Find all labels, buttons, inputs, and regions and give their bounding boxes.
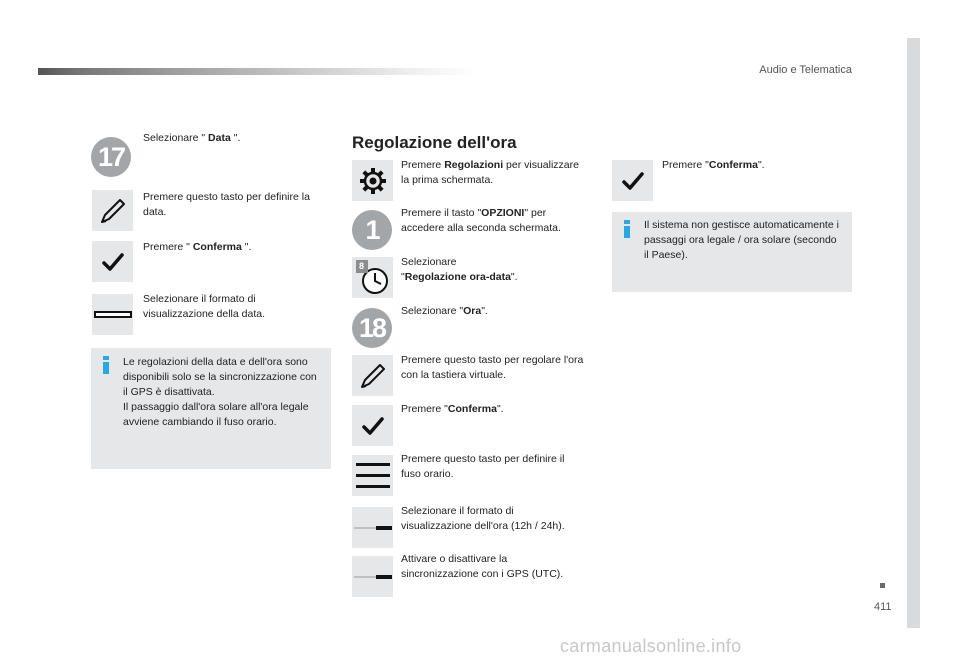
text-pre: Premere il tasto " bbox=[401, 207, 482, 219]
text-post: ". bbox=[510, 271, 518, 283]
text-pre: Selezionare " bbox=[143, 132, 206, 144]
confirm-text bbox=[143, 240, 328, 255]
pencil-icon bbox=[98, 196, 128, 226]
pencil-icon bbox=[358, 361, 388, 391]
text-bold: Conferma bbox=[708, 159, 758, 171]
settings-button[interactable] bbox=[352, 160, 393, 201]
text-post: ". bbox=[233, 132, 241, 144]
confirm-button[interactable] bbox=[92, 241, 133, 282]
toggle-slider-icon bbox=[354, 524, 392, 532]
toggle-slider-icon bbox=[354, 573, 392, 581]
side-page-strip bbox=[907, 38, 920, 628]
confirm-button-middle[interactable] bbox=[352, 405, 393, 446]
text-post: ". bbox=[757, 159, 765, 171]
gear-icon bbox=[359, 167, 387, 195]
confirm-text-right bbox=[662, 158, 847, 173]
text-post: ". bbox=[481, 305, 488, 317]
step-17-text bbox=[143, 131, 328, 146]
text-pre: Premere " bbox=[143, 241, 190, 253]
info-box-left bbox=[91, 348, 331, 469]
settings-text bbox=[401, 158, 586, 188]
text-bold: Regolazioni bbox=[444, 159, 504, 171]
text-post: ". bbox=[496, 403, 504, 415]
text-pre: Premere " bbox=[401, 403, 448, 415]
checkmark-icon bbox=[362, 415, 384, 437]
time-format-toggle[interactable] bbox=[352, 507, 393, 548]
step-1-badge bbox=[352, 210, 392, 250]
edit-time-text: Premere questo tasto per regolare l'ora con la tastiera virtuale. bbox=[401, 354, 584, 381]
clock-settings-text bbox=[401, 255, 586, 285]
step-18-badge bbox=[352, 308, 392, 348]
section-title: Regolazione dell'ora bbox=[352, 133, 517, 152]
watermark: carmanualsonline.info bbox=[560, 636, 742, 656]
step-18-number: 18 bbox=[358, 312, 386, 343]
page-dot bbox=[880, 583, 885, 588]
info-box-right bbox=[612, 212, 852, 292]
time-format-text: Selezionare il formato di visualizzazione dell'ora (12h / 24h). bbox=[401, 505, 565, 532]
text-pre: Selezionare " bbox=[401, 305, 464, 317]
text-bold: OPZIONI bbox=[481, 207, 525, 219]
checkmark-icon bbox=[622, 170, 644, 192]
clock-badge: 8 bbox=[356, 260, 368, 273]
text-post: ". bbox=[244, 241, 252, 253]
page-number: 411 bbox=[874, 601, 892, 613]
confirm-button-right[interactable] bbox=[612, 160, 653, 201]
gps-sync-text: Attivare o disattivare la sincronizzazione con i GPS (UTC). bbox=[401, 553, 564, 580]
gps-sync-toggle[interactable] bbox=[352, 556, 393, 597]
text-bold: Conferma bbox=[192, 241, 242, 253]
step-17-number: 17 bbox=[97, 141, 125, 172]
info-icon bbox=[624, 220, 630, 243]
edit-date-text: Premere questo tasto per definire la data. bbox=[143, 191, 310, 218]
text-bold: Regolazione ora-data bbox=[404, 271, 511, 283]
clock-settings-button[interactable] bbox=[352, 257, 393, 298]
checkmark-icon bbox=[102, 251, 124, 273]
info-text-right: Il sistema non gestisce automaticamente i passaggi ora legale / ora solare (secondo il Paese). bbox=[644, 219, 839, 261]
text-bold: Ora bbox=[463, 305, 482, 317]
date-format-selector[interactable] bbox=[92, 294, 133, 335]
edit-time-button[interactable] bbox=[352, 355, 393, 396]
timezone-text: Premere questo tasto per definire il fuso orario. bbox=[401, 453, 565, 480]
timezone-button[interactable] bbox=[352, 455, 393, 496]
confirm-text-middle bbox=[401, 402, 586, 417]
text-bold: Data bbox=[208, 132, 231, 144]
edit-pencil-button[interactable] bbox=[92, 190, 133, 231]
text-bold: Conferma bbox=[447, 403, 497, 415]
text-pre: Premere bbox=[401, 159, 445, 171]
menu-lines-icon bbox=[356, 462, 390, 490]
info-icon bbox=[103, 356, 109, 379]
info-text-left: Le regolazioni della data e dell'ora sono disponibili solo se la sincronizzazione con il GPS è disattivata. Il passaggio dall'ora solare all'ora legale avviene cambiando il fuso orario. bbox=[123, 356, 317, 428]
text-post: " per accedere alla seconda schermata. bbox=[401, 207, 561, 234]
header-gradient-bar bbox=[38, 68, 478, 75]
date-format-text: Selezionare il formato di visualizzazione della data. bbox=[143, 293, 265, 320]
step-1-number: 1 bbox=[365, 214, 379, 245]
text-pre: Selezionare " bbox=[401, 256, 457, 283]
step-17-badge bbox=[91, 137, 131, 177]
header-title: Audio e Telematica bbox=[759, 64, 852, 76]
text-pre: Premere " bbox=[662, 159, 709, 171]
format-bar-icon bbox=[94, 311, 132, 318]
step-1-text bbox=[401, 206, 586, 236]
step-18-text bbox=[401, 304, 586, 319]
text-post: per visualizzare la prima schermata. bbox=[401, 159, 579, 186]
